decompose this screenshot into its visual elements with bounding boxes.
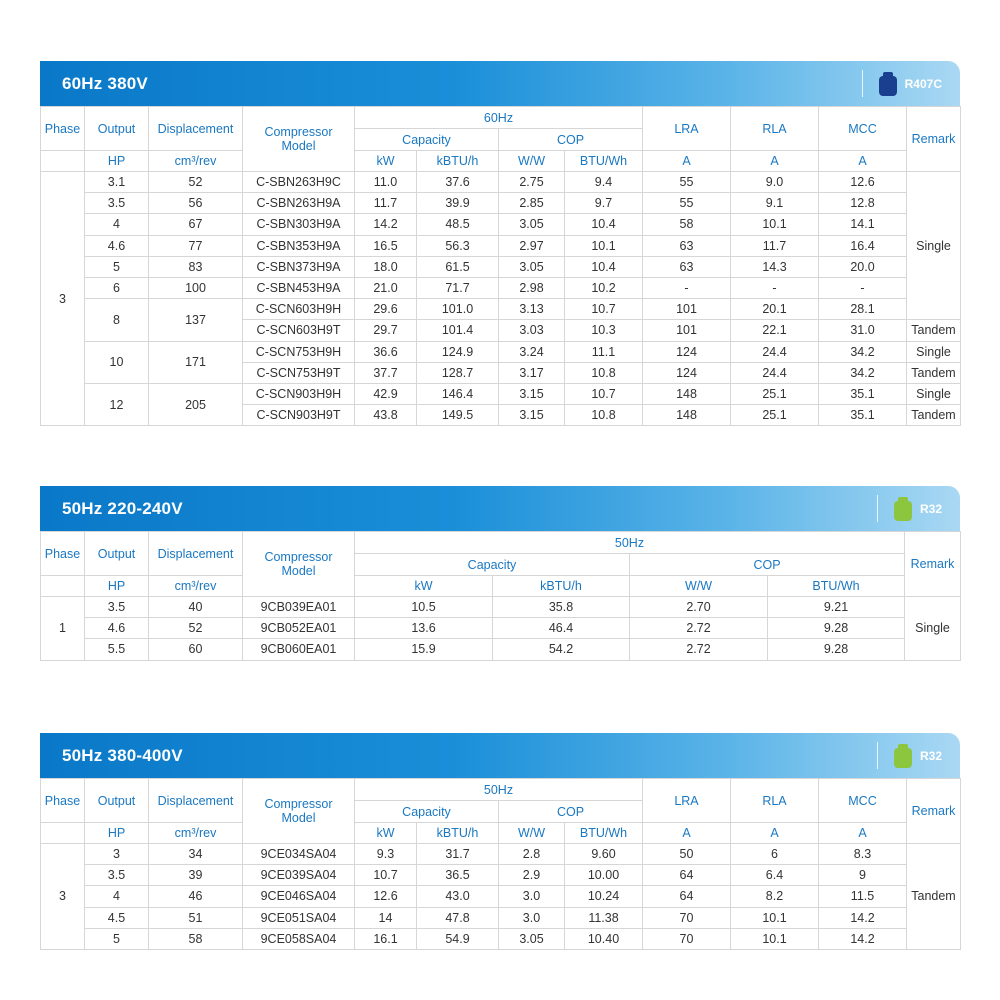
cell-capacity-kbtu: 146.4 xyxy=(417,383,499,404)
section-50hz-220-240v xyxy=(40,486,960,661)
cell-cop-btuwh: 11.38 xyxy=(565,907,643,928)
header-kw: kW xyxy=(355,576,493,597)
cell-displacement: 52 xyxy=(149,618,243,639)
cell-capacity-kbtu: 36.5 xyxy=(417,865,499,886)
header-mcc-unit: A xyxy=(819,151,907,172)
section-60hz-380v xyxy=(40,61,960,426)
cell-output-hp: 3.5 xyxy=(85,193,149,214)
cell-mcc: 12.8 xyxy=(819,193,907,214)
cell-displacement: 56 xyxy=(149,193,243,214)
cell-displacement: 58 xyxy=(149,928,243,949)
table-row xyxy=(41,299,961,320)
cell-cop-ww: 3.13 xyxy=(499,299,565,320)
cell-capacity-kbtu: 37.6 xyxy=(417,172,499,193)
refrigerant-label: R407C xyxy=(904,76,942,91)
cell-lra: 124 xyxy=(643,362,731,383)
cell-remark: Tandem xyxy=(907,320,961,341)
cell-cop-ww: 2.98 xyxy=(499,277,565,298)
cell-displacement: 171 xyxy=(149,341,243,383)
section-50hz-380-400v xyxy=(40,733,960,950)
header-output: Output xyxy=(85,779,149,823)
cell-cop-ww: 2.70 xyxy=(630,597,768,618)
table-row xyxy=(41,341,961,362)
header-lra-unit: A xyxy=(643,823,731,844)
cell-cop-btuwh: 11.1 xyxy=(565,341,643,362)
table-row xyxy=(41,214,961,235)
cell-cop-btuwh: 10.7 xyxy=(565,383,643,404)
table-row xyxy=(41,256,961,277)
table-row xyxy=(41,639,961,660)
header-compressor-model: Compressor Model xyxy=(243,779,355,844)
header-phase-unit xyxy=(41,151,85,172)
cell-cop-ww: 3.15 xyxy=(499,405,565,426)
cell-output-hp: 4.6 xyxy=(85,235,149,256)
header-kbtu: kBTU/h xyxy=(417,151,499,172)
header-displacement: Displacement xyxy=(149,107,243,151)
cell-cop-ww: 2.97 xyxy=(499,235,565,256)
header-btuwh: BTU/Wh xyxy=(565,151,643,172)
cell-cop-btuwh: 9.7 xyxy=(565,193,643,214)
cell-capacity-kbtu: 61.5 xyxy=(417,256,499,277)
refrigerant-cylinder-icon xyxy=(894,497,912,521)
header-remark: Remark xyxy=(905,532,961,597)
section-title: 50Hz 220-240V xyxy=(62,499,183,518)
cell-mcc: 35.1 xyxy=(819,405,907,426)
cell-output-hp: 3.1 xyxy=(85,172,149,193)
cell-output-hp: 4.6 xyxy=(85,618,149,639)
cell-model: C-SCN753H9H xyxy=(243,341,355,362)
cell-capacity-kw: 16.5 xyxy=(355,235,417,256)
cell-cop-btuwh: 9.60 xyxy=(565,844,643,865)
cell-cop-ww: 3.0 xyxy=(499,907,565,928)
cell-remark: Single xyxy=(905,597,961,661)
cell-capacity-kw: 14 xyxy=(355,907,417,928)
cell-phase: 3 xyxy=(41,844,85,950)
header-ww: W/W xyxy=(499,151,565,172)
section-title: 60Hz 380V xyxy=(62,74,148,93)
cell-model: C-SCN753H9T xyxy=(243,362,355,383)
cell-cop-btuwh: 10.40 xyxy=(565,928,643,949)
header-hp: HP xyxy=(85,576,149,597)
cell-capacity-kw: 10.5 xyxy=(355,597,493,618)
cell-cop-btuwh: 9.21 xyxy=(768,597,905,618)
cell-lra: 70 xyxy=(643,907,731,928)
cell-mcc: 14.2 xyxy=(819,907,907,928)
table-row xyxy=(41,235,961,256)
cell-cop-btuwh: 10.2 xyxy=(565,277,643,298)
cell-capacity-kw: 9.3 xyxy=(355,844,417,865)
cell-cop-ww: 3.0 xyxy=(499,886,565,907)
cell-capacity-kw: 10.7 xyxy=(355,865,417,886)
cell-rla: 14.3 xyxy=(731,256,819,277)
cell-capacity-kw: 14.2 xyxy=(355,214,417,235)
cell-displacement: 77 xyxy=(149,235,243,256)
cell-capacity-kw: 11.7 xyxy=(355,193,417,214)
cell-capacity-kw: 36.6 xyxy=(355,341,417,362)
header-rla: RLA xyxy=(731,107,819,151)
cell-lra: 148 xyxy=(643,383,731,404)
header-hp: HP xyxy=(85,151,149,172)
cell-cop-ww: 3.24 xyxy=(499,341,565,362)
table-row xyxy=(41,618,961,639)
cell-lra: 148 xyxy=(643,405,731,426)
section-banner xyxy=(40,61,960,106)
header-rla-unit: A xyxy=(731,151,819,172)
cell-model: C-SCN603H9H xyxy=(243,299,355,320)
cell-cop-btuwh: 10.8 xyxy=(565,405,643,426)
table-row xyxy=(41,907,961,928)
header-disp-unit: cm³/rev xyxy=(149,576,243,597)
cell-cop-btuwh: 10.7 xyxy=(565,299,643,320)
cell-cop-btuwh: 10.00 xyxy=(565,865,643,886)
header-compressor-model: Compressor Model xyxy=(243,107,355,172)
cell-cop-btuwh: 10.24 xyxy=(565,886,643,907)
section-title: 50Hz 380-400V xyxy=(62,746,183,765)
cell-rla: 9.0 xyxy=(731,172,819,193)
cell-capacity-kbtu: 71.7 xyxy=(417,277,499,298)
cell-capacity-kw: 21.0 xyxy=(355,277,417,298)
cell-model: C-SBN263H9A xyxy=(243,193,355,214)
cell-cop-btuwh: 10.1 xyxy=(565,235,643,256)
cell-lra: 64 xyxy=(643,865,731,886)
cell-lra: 124 xyxy=(643,341,731,362)
cell-capacity-kbtu: 31.7 xyxy=(417,844,499,865)
cell-cop-ww: 3.05 xyxy=(499,214,565,235)
header-btuwh: BTU/Wh xyxy=(565,823,643,844)
cell-model: C-SBN353H9A xyxy=(243,235,355,256)
table-row xyxy=(41,383,961,404)
header-cop: COP xyxy=(499,801,643,823)
header-mcc: MCC xyxy=(819,779,907,823)
cell-mcc: 11.5 xyxy=(819,886,907,907)
cell-cop-ww: 2.85 xyxy=(499,193,565,214)
cell-lra: - xyxy=(643,277,731,298)
cell-rla: 11.7 xyxy=(731,235,819,256)
cell-output-hp: 3 xyxy=(85,844,149,865)
section-banner xyxy=(40,733,960,778)
refrigerant-badge xyxy=(862,70,942,97)
header-disp-unit: cm³/rev xyxy=(149,151,243,172)
cell-model: C-SBN453H9A xyxy=(243,277,355,298)
cell-mcc: 16.4 xyxy=(819,235,907,256)
header-frequency: 50Hz xyxy=(355,532,905,554)
cell-model: C-SBN263H9C xyxy=(243,172,355,193)
cell-model: C-SCN603H9T xyxy=(243,320,355,341)
cell-capacity-kw: 16.1 xyxy=(355,928,417,949)
cell-cop-ww: 2.75 xyxy=(499,172,565,193)
cell-capacity-kbtu: 54.9 xyxy=(417,928,499,949)
header-rla: RLA xyxy=(731,779,819,823)
cell-rla: 25.1 xyxy=(731,405,819,426)
cell-capacity-kw: 15.9 xyxy=(355,639,493,660)
cell-model: 9CE034SA04 xyxy=(243,844,355,865)
cell-model: 9CB039EA01 xyxy=(243,597,355,618)
cell-rla: 10.1 xyxy=(731,214,819,235)
cell-cop-btuwh: 10.4 xyxy=(565,256,643,277)
cell-model: C-SBN373H9A xyxy=(243,256,355,277)
cell-model: 9CE046SA04 xyxy=(243,886,355,907)
cell-remark: Tandem xyxy=(907,405,961,426)
cell-capacity-kbtu: 46.4 xyxy=(493,618,630,639)
cell-output-hp: 5.5 xyxy=(85,639,149,660)
cell-remark: Single xyxy=(907,341,961,362)
header-kbtu: kBTU/h xyxy=(493,576,630,597)
cell-lra: 55 xyxy=(643,193,731,214)
header-capacity: Capacity xyxy=(355,801,499,823)
header-output: Output xyxy=(85,532,149,576)
cell-remark: Single xyxy=(907,383,961,404)
cell-rla: 24.4 xyxy=(731,362,819,383)
cell-displacement: 52 xyxy=(149,172,243,193)
cell-output-hp: 5 xyxy=(85,928,149,949)
table-row xyxy=(41,844,961,865)
cell-output-hp: 3.5 xyxy=(85,597,149,618)
refrigerant-label: R32 xyxy=(919,501,942,516)
cell-capacity-kbtu: 54.2 xyxy=(493,639,630,660)
cell-phase: 1 xyxy=(41,597,85,661)
cell-mcc: 12.6 xyxy=(819,172,907,193)
cell-lra: 63 xyxy=(643,256,731,277)
header-displacement: Displacement xyxy=(149,532,243,576)
table-row xyxy=(41,928,961,949)
header-frequency: 50Hz xyxy=(355,779,643,801)
header-phase-unit xyxy=(41,823,85,844)
header-kw: kW xyxy=(355,823,417,844)
cell-lra: 101 xyxy=(643,299,731,320)
cell-cop-ww: 3.05 xyxy=(499,256,565,277)
cell-mcc: 34.2 xyxy=(819,341,907,362)
cell-capacity-kbtu: 101.0 xyxy=(417,299,499,320)
refrigerant-badge xyxy=(877,742,942,769)
cell-capacity-kbtu: 47.8 xyxy=(417,907,499,928)
section-banner xyxy=(40,486,960,531)
cell-rla: 10.1 xyxy=(731,928,819,949)
cell-mcc: 35.1 xyxy=(819,383,907,404)
cell-cop-ww: 2.72 xyxy=(630,639,768,660)
header-phase: Phase xyxy=(41,779,85,823)
cell-mcc: - xyxy=(819,277,907,298)
header-hp: HP xyxy=(85,823,149,844)
cell-mcc: 31.0 xyxy=(819,320,907,341)
cell-displacement: 100 xyxy=(149,277,243,298)
header-ww: W/W xyxy=(630,576,768,597)
cell-cop-ww: 2.8 xyxy=(499,844,565,865)
cell-mcc: 34.2 xyxy=(819,362,907,383)
cell-capacity-kw: 43.8 xyxy=(355,405,417,426)
cell-output-hp: 6 xyxy=(85,277,149,298)
cell-mcc: 28.1 xyxy=(819,299,907,320)
cell-capacity-kw: 29.7 xyxy=(355,320,417,341)
header-rla-unit: A xyxy=(731,823,819,844)
header-btuwh: BTU/Wh xyxy=(768,576,905,597)
header-lra: LRA xyxy=(643,779,731,823)
cell-phase: 3 xyxy=(41,172,85,426)
cell-capacity-kbtu: 48.5 xyxy=(417,214,499,235)
cell-model: C-SBN303H9A xyxy=(243,214,355,235)
cell-remark: Single xyxy=(907,172,961,320)
header-lra-unit: A xyxy=(643,151,731,172)
header-displacement: Displacement xyxy=(149,779,243,823)
cell-rla: 6.4 xyxy=(731,865,819,886)
cell-capacity-kw: 42.9 xyxy=(355,383,417,404)
cell-cop-ww: 3.17 xyxy=(499,362,565,383)
cell-displacement: 51 xyxy=(149,907,243,928)
refrigerant-cylinder-icon xyxy=(894,744,912,768)
header-output: Output xyxy=(85,107,149,151)
cell-lra: 50 xyxy=(643,844,731,865)
cell-mcc: 14.2 xyxy=(819,928,907,949)
cell-lra: 70 xyxy=(643,928,731,949)
cell-cop-btuwh: 10.3 xyxy=(565,320,643,341)
cell-displacement: 34 xyxy=(149,844,243,865)
cell-cop-btuwh: 10.8 xyxy=(565,362,643,383)
cell-rla: 20.1 xyxy=(731,299,819,320)
table-row xyxy=(41,277,961,298)
cell-mcc: 14.1 xyxy=(819,214,907,235)
cell-output-hp: 8 xyxy=(85,299,149,341)
cell-cop-ww: 3.15 xyxy=(499,383,565,404)
header-kbtu: kBTU/h xyxy=(417,823,499,844)
cell-capacity-kw: 13.6 xyxy=(355,618,493,639)
cell-capacity-kbtu: 128.7 xyxy=(417,362,499,383)
cell-capacity-kw: 18.0 xyxy=(355,256,417,277)
cell-rla: 6 xyxy=(731,844,819,865)
cell-lra: 63 xyxy=(643,235,731,256)
cell-remark: Tandem xyxy=(907,362,961,383)
cell-capacity-kw: 12.6 xyxy=(355,886,417,907)
cell-displacement: 60 xyxy=(149,639,243,660)
cell-output-hp: 4 xyxy=(85,886,149,907)
cell-model: C-SCN903H9T xyxy=(243,405,355,426)
cell-cop-btuwh: 9.28 xyxy=(768,639,905,660)
header-mcc: MCC xyxy=(819,107,907,151)
header-compressor-model: Compressor Model xyxy=(243,532,355,597)
header-lra: LRA xyxy=(643,107,731,151)
table-row xyxy=(41,172,961,193)
cell-model: C-SCN903H9H xyxy=(243,383,355,404)
spec-table xyxy=(40,778,961,950)
cell-capacity-kbtu: 39.9 xyxy=(417,193,499,214)
cell-lra: 58 xyxy=(643,214,731,235)
cell-output-hp: 12 xyxy=(85,383,149,425)
cell-capacity-kbtu: 124.9 xyxy=(417,341,499,362)
cell-displacement: 39 xyxy=(149,865,243,886)
cell-rla: 22.1 xyxy=(731,320,819,341)
cell-capacity-kw: 11.0 xyxy=(355,172,417,193)
cell-capacity-kw: 37.7 xyxy=(355,362,417,383)
spec-table xyxy=(40,531,961,661)
cell-output-hp: 3.5 xyxy=(85,865,149,886)
cell-cop-btuwh: 9.28 xyxy=(768,618,905,639)
header-mcc-unit: A xyxy=(819,823,907,844)
cell-output-hp: 4 xyxy=(85,214,149,235)
cell-model: 9CB060EA01 xyxy=(243,639,355,660)
cell-rla: 8.2 xyxy=(731,886,819,907)
cell-remark: Tandem xyxy=(907,844,961,950)
cell-displacement: 67 xyxy=(149,214,243,235)
cell-lra: 55 xyxy=(643,172,731,193)
cell-cop-ww: 2.72 xyxy=(630,618,768,639)
cell-output-hp: 5 xyxy=(85,256,149,277)
header-phase: Phase xyxy=(41,532,85,576)
cell-model: 9CE051SA04 xyxy=(243,907,355,928)
cell-cop-btuwh: 9.4 xyxy=(565,172,643,193)
cell-model: 9CE058SA04 xyxy=(243,928,355,949)
header-capacity: Capacity xyxy=(355,554,630,576)
table-row xyxy=(41,865,961,886)
cell-rla: 25.1 xyxy=(731,383,819,404)
cell-capacity-kbtu: 101.4 xyxy=(417,320,499,341)
cell-cop-ww: 2.9 xyxy=(499,865,565,886)
cell-cop-ww: 3.03 xyxy=(499,320,565,341)
cell-rla: - xyxy=(731,277,819,298)
header-ww: W/W xyxy=(499,823,565,844)
header-cop: COP xyxy=(499,129,643,151)
cell-lra: 64 xyxy=(643,886,731,907)
cell-displacement: 46 xyxy=(149,886,243,907)
cell-output-hp: 10 xyxy=(85,341,149,383)
cell-rla: 9.1 xyxy=(731,193,819,214)
cell-lra: 101 xyxy=(643,320,731,341)
cell-displacement: 137 xyxy=(149,299,243,341)
cell-mcc: 20.0 xyxy=(819,256,907,277)
header-remark: Remark xyxy=(907,779,961,844)
cell-cop-ww: 3.05 xyxy=(499,928,565,949)
header-capacity: Capacity xyxy=(355,129,499,151)
header-kw: kW xyxy=(355,151,417,172)
table-row xyxy=(41,193,961,214)
cell-capacity-kbtu: 43.0 xyxy=(417,886,499,907)
cell-mcc: 8.3 xyxy=(819,844,907,865)
table-row xyxy=(41,597,961,618)
cell-displacement: 83 xyxy=(149,256,243,277)
header-cop: COP xyxy=(630,554,905,576)
cell-output-hp: 4.5 xyxy=(85,907,149,928)
refrigerant-label: R32 xyxy=(919,748,942,763)
cell-model: 9CE039SA04 xyxy=(243,865,355,886)
header-disp-unit: cm³/rev xyxy=(149,823,243,844)
spec-table xyxy=(40,106,961,426)
cell-capacity-kbtu: 35.8 xyxy=(493,597,630,618)
cell-rla: 10.1 xyxy=(731,907,819,928)
cell-rla: 24.4 xyxy=(731,341,819,362)
cell-cop-btuwh: 10.4 xyxy=(565,214,643,235)
header-phase: Phase xyxy=(41,107,85,151)
cell-displacement: 205 xyxy=(149,383,243,425)
cell-capacity-kw: 29.6 xyxy=(355,299,417,320)
refrigerant-cylinder-icon xyxy=(879,72,897,96)
refrigerant-badge xyxy=(877,495,942,522)
header-remark: Remark xyxy=(907,107,961,172)
cell-capacity-kbtu: 56.3 xyxy=(417,235,499,256)
cell-mcc: 9 xyxy=(819,865,907,886)
cell-displacement: 40 xyxy=(149,597,243,618)
cell-capacity-kbtu: 149.5 xyxy=(417,405,499,426)
table-row xyxy=(41,886,961,907)
header-frequency: 60Hz xyxy=(355,107,643,129)
header-phase-unit xyxy=(41,576,85,597)
cell-model: 9CB052EA01 xyxy=(243,618,355,639)
